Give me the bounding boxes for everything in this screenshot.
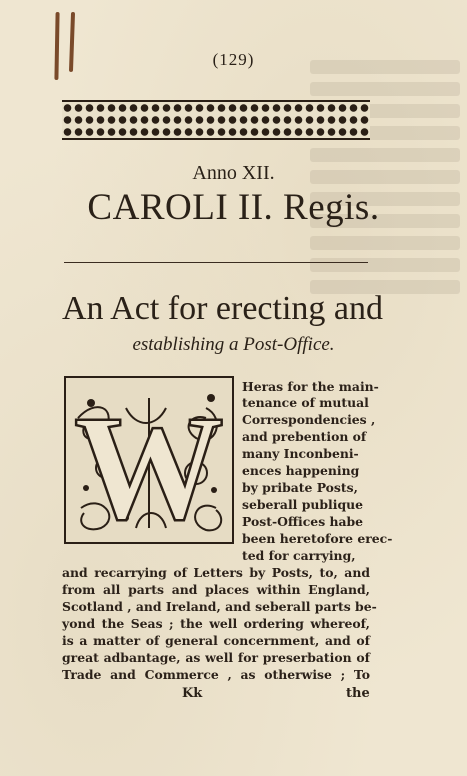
body-line: Post-Offices habe xyxy=(242,514,364,529)
body-line: ted for carrying, xyxy=(242,548,356,563)
body-line: Heras for the main- xyxy=(242,379,379,394)
body-line: and recarrying of Letters by Posts, to, and xyxy=(62,565,370,580)
body-line: Scotland , and Ireland, and seberall parts be- xyxy=(62,599,377,614)
act-title-line-1: An Act for erecting and xyxy=(62,290,383,327)
signature-mark: Kk xyxy=(182,686,203,701)
body-line: is a matter of general concernment, and of xyxy=(62,633,370,648)
body-line: been heretofore erec- xyxy=(242,531,393,546)
body-line: Trade and Commerce , as otherwise ; To xyxy=(62,667,370,682)
body-line: great adbantage, as well for preserbation of xyxy=(62,650,370,665)
page-number: (129) xyxy=(212,50,255,69)
body-line: yond the Seas ; the well ordering whereof, xyxy=(62,616,370,631)
body-line: Correspondencies , xyxy=(242,412,376,427)
body-line: seberall publique xyxy=(242,497,363,512)
body-line: tenance of mutual xyxy=(242,395,369,410)
ornamental-headpiece xyxy=(62,100,370,140)
body-line: and prebention of xyxy=(242,429,367,444)
act-title-line-2: establishing a Post-Office. xyxy=(132,334,335,355)
divider-rule xyxy=(64,262,368,263)
drop-cap-letter: W xyxy=(74,385,224,542)
letter-w-glyph xyxy=(66,378,232,542)
body-line: many Inconbeni- xyxy=(242,446,359,461)
body-line: by pribate Posts, xyxy=(242,480,358,495)
regnal-heading: CAROLI II. Regis. xyxy=(87,187,380,228)
body-line: ences happening xyxy=(242,463,360,478)
decorated-initial xyxy=(64,376,234,544)
catchword: the xyxy=(346,686,370,701)
anno-heading: Anno XII. xyxy=(192,162,275,184)
body-line: from all parts and places within England, xyxy=(62,582,370,597)
